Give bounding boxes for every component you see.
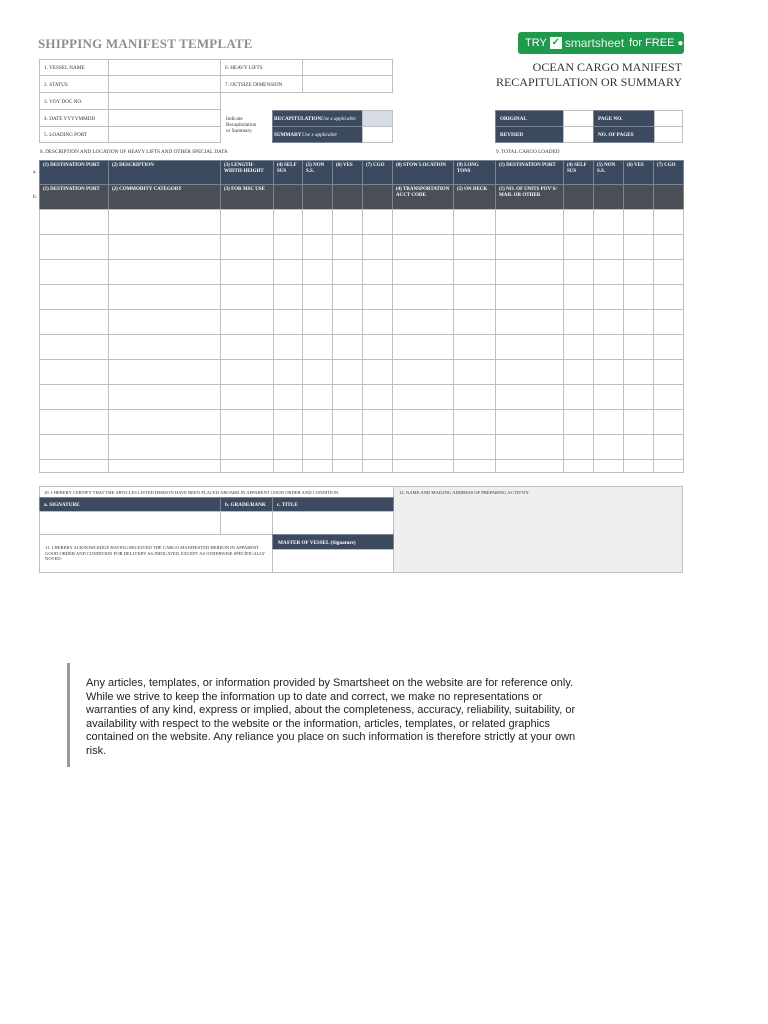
table-cell[interactable] — [453, 209, 496, 235]
row-a-left-header-4: (4) SELF SUS — [273, 160, 303, 185]
table-cell[interactable] — [392, 434, 454, 460]
table-cell[interactable] — [495, 234, 564, 260]
table-cell[interactable] — [220, 234, 274, 260]
table-cell[interactable] — [653, 434, 684, 460]
row-a-left-header-8: (8) STOW LOCATION — [392, 160, 454, 185]
table-cell[interactable] — [273, 284, 303, 310]
row-a-right-header-3: (5) NON S.S. — [593, 160, 624, 185]
table-cell[interactable] — [623, 384, 654, 410]
table-cell[interactable] — [495, 309, 564, 335]
table-cell[interactable] — [302, 259, 333, 285]
grade-rank-input[interactable] — [220, 511, 273, 535]
table-cell[interactable] — [593, 334, 624, 360]
table-cell[interactable] — [653, 384, 684, 410]
table-cell[interactable] — [332, 459, 363, 473]
section-9-label: 9. TOTAL CARGO LOADED — [496, 149, 560, 155]
table-cell[interactable] — [273, 459, 303, 473]
table-cell[interactable] — [593, 434, 624, 460]
no-of-pages-input[interactable] — [654, 126, 683, 143]
table-cell[interactable] — [108, 459, 221, 473]
row-a-right-header-2: (4) SELF SUS — [563, 160, 594, 185]
page-no-input[interactable] — [654, 110, 683, 127]
row-b-left-header-7 — [362, 184, 393, 210]
table-cell[interactable] — [362, 434, 393, 460]
row-b-left-header-8: (4) TRANSPORTATION ACCT CODE — [392, 184, 454, 210]
table-cell[interactable] — [273, 209, 303, 235]
table-cell[interactable] — [220, 384, 274, 410]
table-cell[interactable] — [332, 434, 363, 460]
table-cell[interactable] — [332, 409, 363, 435]
table-cell[interactable] — [39, 334, 109, 360]
try-smartsheet-button[interactable] — [518, 32, 684, 54]
table-cell[interactable] — [392, 209, 454, 235]
table-cell[interactable] — [108, 359, 221, 385]
table-cell[interactable] — [495, 209, 564, 235]
row-b-left-header-9: (5) ON DECK — [453, 184, 496, 210]
table-cell[interactable] — [563, 359, 594, 385]
table-cell[interactable] — [362, 459, 393, 473]
table-cell[interactable] — [220, 259, 274, 285]
table-cell[interactable] — [653, 359, 684, 385]
table-cell[interactable] — [453, 359, 496, 385]
row-b-right-header-1: (1) NO. OF UNITS POV'S/ MAIL OR OTHER — [495, 184, 564, 210]
check-icon: ✓ — [551, 37, 560, 48]
table-cell[interactable] — [563, 384, 594, 410]
table-cell[interactable] — [453, 459, 496, 473]
table-cell[interactable] — [563, 209, 594, 235]
table-cell[interactable] — [563, 234, 594, 260]
table-cell[interactable] — [273, 384, 303, 410]
table-cell[interactable] — [39, 359, 109, 385]
table-cell[interactable] — [332, 209, 363, 235]
table-cell[interactable] — [392, 309, 454, 335]
section-8-label: 8. DESCRIPTION AND LOCATION OF HEAVY LIFTS AND OTHER SPECIAL DATA — [40, 149, 228, 155]
table-cell[interactable] — [362, 234, 393, 260]
table-cell[interactable] — [332, 284, 363, 310]
table-cell[interactable] — [623, 209, 654, 235]
table-cell[interactable] — [332, 359, 363, 385]
table-cell[interactable] — [332, 384, 363, 410]
table-cell[interactable] — [108, 434, 221, 460]
row-b-right-header-3 — [593, 184, 624, 210]
table-cell[interactable] — [273, 309, 303, 335]
table-cell[interactable] — [332, 234, 363, 260]
row-a-right-header-4: (6) VES — [623, 160, 654, 185]
recap-checkbox[interactable] — [362, 110, 393, 127]
table-cell[interactable] — [362, 259, 393, 285]
table-cell[interactable] — [623, 434, 654, 460]
table-cell[interactable] — [495, 384, 564, 410]
revised-label-cell: REVISED — [495, 126, 564, 143]
table-cell[interactable] — [220, 434, 274, 460]
table-cell[interactable] — [39, 259, 109, 285]
table-cell[interactable] — [39, 434, 109, 460]
heavy-lifts-label-cell: 6. HEAVY LIFTS — [220, 59, 303, 76]
table-cell[interactable] — [453, 334, 496, 360]
table-cell[interactable] — [273, 259, 303, 285]
table-cell[interactable] — [593, 359, 624, 385]
table-cell[interactable] — [108, 259, 221, 285]
loading-port-input[interactable] — [108, 126, 221, 143]
table-cell[interactable] — [563, 434, 594, 460]
table-cell[interactable] — [332, 334, 363, 360]
table-cell[interactable] — [623, 359, 654, 385]
heavy-lifts-input[interactable] — [302, 59, 393, 76]
row-a-left-header-1: (1) DESTINATION PORT — [39, 160, 109, 185]
table-cell[interactable] — [623, 309, 654, 335]
table-cell[interactable] — [220, 459, 274, 473]
outsize-input[interactable] — [302, 75, 393, 93]
table-cell[interactable] — [563, 409, 594, 435]
right-title-line-1: OCEAN CARGO MANIFEST — [532, 60, 682, 74]
title-label-cell: c. TITLE — [272, 497, 394, 512]
table-cell[interactable] — [302, 434, 333, 460]
table-cell[interactable] — [302, 384, 333, 410]
row-a-left-header-2: (2) DESCRIPTION — [108, 160, 221, 185]
table-cell[interactable] — [273, 334, 303, 360]
or-summary-label: or Summary — [226, 128, 252, 134]
table-cell[interactable] — [108, 309, 221, 335]
table-cell[interactable] — [39, 459, 109, 473]
row-a-left-header-6: (6) VES — [332, 160, 363, 185]
table-cell[interactable] — [302, 334, 333, 360]
table-cell[interactable] — [302, 309, 333, 335]
table-cell[interactable] — [39, 409, 109, 435]
table-cell[interactable] — [593, 309, 624, 335]
table-cell[interactable] — [623, 234, 654, 260]
disclaimer-text: Any articles, templates, or information provided by Smartsheet on the website are for reference only. While we strive to keep the information up to date and correct, we make no representations or warranties of any kind, express or implied, about the completeness, accuracy, reliability, suitability, or availability with respect to the website or the information, articles, templates, or related graphics contained on the website. Any reliance you place on such information is therefore strictly at your own risk. — [86, 677, 576, 757]
status-input[interactable] — [108, 75, 221, 93]
table-cell[interactable] — [392, 259, 454, 285]
table-cell[interactable] — [362, 309, 393, 335]
row-a-left-header-9: (9) LONG TONS — [453, 160, 496, 185]
table-cell[interactable] — [362, 384, 393, 410]
table-cell[interactable] — [392, 334, 454, 360]
table-cell[interactable] — [332, 259, 363, 285]
table-cell[interactable] — [653, 209, 684, 235]
signature-input[interactable] — [39, 511, 221, 535]
table-cell[interactable] — [220, 409, 274, 435]
row-b-left-header-6 — [332, 184, 363, 210]
table-cell[interactable] — [302, 459, 333, 473]
for-free-label: for FREE — [629, 37, 675, 49]
row-a-right-header-1: (1) DESTINATION PORT — [495, 160, 564, 185]
table-cell[interactable] — [653, 334, 684, 360]
table-cell[interactable] — [495, 409, 564, 435]
page-title: SHIPPING MANIFEST TEMPLATE — [38, 36, 253, 51]
table-cell[interactable] — [108, 284, 221, 310]
table-cell[interactable] — [453, 284, 496, 310]
table-cell[interactable] — [653, 259, 684, 285]
row-b-left-header-5 — [302, 184, 333, 210]
table-cell[interactable] — [653, 284, 684, 310]
vessel-name-input[interactable] — [108, 59, 221, 76]
table-cell[interactable] — [392, 409, 454, 435]
table-cell[interactable] — [273, 234, 303, 260]
certify-cell: 10. I HEREBY CERTIFY THAT THE ARTICLES LISTED HEREON HAVE BEEN PLACED ABOARD IN APPARENT GOOD ORDER AND CONDITION. — [39, 486, 394, 498]
table-cell[interactable] — [453, 309, 496, 335]
table-cell[interactable] — [653, 234, 684, 260]
row-b-right-header-2 — [563, 184, 594, 210]
summary-checkbox[interactable] — [362, 126, 393, 143]
table-cell[interactable] — [563, 334, 594, 360]
table-cell[interactable] — [593, 384, 624, 410]
row-letter-a: a. — [33, 169, 37, 175]
table-cell[interactable] — [563, 259, 594, 285]
original-checkbox[interactable] — [563, 110, 594, 127]
status-label-cell: 2. STATUS — [39, 75, 109, 93]
master-label-cell: MASTER OF VESSEL (Signature) — [272, 534, 394, 550]
table-cell[interactable] — [302, 409, 333, 435]
outsize-label-cell: 7. OUTSIZE DIMENSION — [220, 75, 303, 93]
table-cell[interactable] — [39, 384, 109, 410]
table-cell[interactable] — [108, 209, 221, 235]
revised-checkbox[interactable] — [563, 126, 594, 143]
table-cell[interactable] — [273, 434, 303, 460]
indicate-label: Indicate — [226, 116, 243, 122]
table-cell[interactable] — [108, 384, 221, 410]
table-cell[interactable] — [623, 334, 654, 360]
summary-label-cell: SUMMARY Use x applicable — [272, 126, 363, 143]
table-cell[interactable] — [302, 359, 333, 385]
table-cell[interactable] — [563, 459, 594, 473]
table-cell[interactable] — [623, 259, 654, 285]
table-cell[interactable] — [39, 284, 109, 310]
table-cell[interactable] — [220, 309, 274, 335]
table-cell[interactable] — [362, 209, 393, 235]
row-letter-b: b. — [33, 194, 37, 200]
row-b-right-header-5 — [653, 184, 684, 210]
table-cell[interactable] — [453, 409, 496, 435]
table-cell[interactable] — [332, 309, 363, 335]
table-cell[interactable] — [593, 459, 624, 473]
table-cell[interactable] — [593, 259, 624, 285]
table-cell[interactable] — [362, 334, 393, 360]
table-cell[interactable] — [495, 284, 564, 310]
row-b-left-header-4 — [273, 184, 303, 210]
vessel-name-label-cell: 1. VESSEL NAME — [39, 59, 109, 76]
table-cell[interactable] — [623, 284, 654, 310]
no-of-pages-label-cell: NO. OF PAGES — [593, 126, 655, 143]
table-cell[interactable] — [302, 284, 333, 310]
brand-label: smartsheet — [564, 36, 625, 50]
table-cell[interactable] — [593, 209, 624, 235]
table-cell[interactable] — [108, 334, 221, 360]
table-cell[interactable] — [108, 234, 221, 260]
acknowledge-cell: 11. I HEREBY ACKNOWLEDGE HAVING RECEIVED THE CARGO MANIFESTED HEREON IN APPARENT GOOD ORDER AND CONDITION FOR DELIVERY AS INDICATED, EXCEPT AS OTHERWISE SPECIFICALLY NOTED: — [39, 534, 273, 573]
table-cell[interactable] — [392, 234, 454, 260]
table-cell[interactable] — [495, 334, 564, 360]
right-title-line-2: RECAPITULATION OR SUMMARY — [495, 75, 682, 89]
row-a-left-header-3: (3) LENGTH-WIDTH-HEIGHT — [220, 160, 274, 185]
table-cell[interactable] — [362, 409, 393, 435]
table-cell[interactable] — [220, 284, 274, 310]
row-a-right-header-5: (7) CGO — [653, 160, 684, 185]
page-no-label-cell: PAGE NO. — [593, 110, 655, 127]
row-b-left-header-2: (2) COMMODITY CATEGORY — [108, 184, 221, 210]
table-cell[interactable] — [453, 234, 496, 260]
table-cell[interactable] — [220, 209, 274, 235]
table-cell[interactable] — [453, 384, 496, 410]
table-cell[interactable] — [392, 359, 454, 385]
row-b-left-header-1: (1) DESTINATION PORT — [39, 184, 109, 210]
table-cell[interactable] — [302, 209, 333, 235]
table-cell[interactable] — [593, 409, 624, 435]
date-input[interactable] — [108, 109, 221, 127]
loading-port-label-cell: 5. LOADING PORT — [39, 126, 109, 143]
try-label: TRY — [525, 37, 547, 49]
original-label-cell: ORIGINAL — [495, 110, 564, 127]
recapitulation-word-label: Recapitulation — [226, 122, 257, 128]
date-label-cell: 4. DATE YYYYMMDD — [39, 109, 109, 127]
disclaimer-block — [67, 663, 590, 767]
signature-label-cell: a. SIGNATURE — [39, 497, 221, 512]
table-cell[interactable] — [220, 334, 274, 360]
table-cell[interactable] — [623, 409, 654, 435]
title-input[interactable] — [272, 511, 394, 535]
table-cell[interactable] — [392, 284, 454, 310]
table-cell[interactable] — [362, 284, 393, 310]
table-cell[interactable] — [108, 409, 221, 435]
hand-pointer-icon: ● — [677, 37, 684, 49]
table-cell[interactable] — [273, 359, 303, 385]
table-cell[interactable] — [593, 234, 624, 260]
voy-doc-input[interactable] — [108, 92, 221, 110]
table-cell[interactable] — [302, 234, 333, 260]
table-cell[interactable] — [392, 384, 454, 410]
table-cell[interactable] — [653, 309, 684, 335]
table-cell[interactable] — [39, 209, 109, 235]
recap-label-cell: RECAPITULATION Use x applicable — [272, 110, 363, 127]
table-cell[interactable] — [495, 259, 564, 285]
row-b-right-header-4 — [623, 184, 654, 210]
table-cell[interactable] — [362, 359, 393, 385]
row-a-left-header-7: (7) CGO — [362, 160, 393, 185]
table-cell[interactable] — [593, 284, 624, 310]
table-cell[interactable] — [453, 434, 496, 460]
table-cell[interactable] — [39, 309, 109, 335]
grade-rank-label-cell: b. GRADE/RANK — [220, 497, 273, 512]
table-cell[interactable] — [220, 359, 274, 385]
table-cell[interactable] — [495, 459, 564, 473]
table-cell[interactable] — [563, 309, 594, 335]
table-cell[interactable] — [39, 234, 109, 260]
table-cell[interactable] — [453, 259, 496, 285]
master-signature-input[interactable] — [272, 549, 394, 573]
table-cell[interactable] — [495, 434, 564, 460]
table-cell[interactable] — [273, 409, 303, 435]
voy-doc-label-cell: 3. VOY DOC NO. — [39, 92, 109, 110]
row-b-left-header-3: (3) FOR MSC USE — [220, 184, 274, 210]
table-cell[interactable] — [563, 284, 594, 310]
table-cell[interactable] — [653, 459, 684, 473]
preparing-activity-input[interactable]: 12. NAME AND MAILING ADDRESS OF PREPARING ACTIVITY — [393, 486, 683, 573]
row-a-left-header-5: (5) NON S.S. — [302, 160, 333, 185]
table-cell[interactable] — [623, 459, 654, 473]
table-cell[interactable] — [392, 459, 454, 473]
table-cell[interactable] — [495, 359, 564, 385]
table-cell[interactable] — [653, 409, 684, 435]
